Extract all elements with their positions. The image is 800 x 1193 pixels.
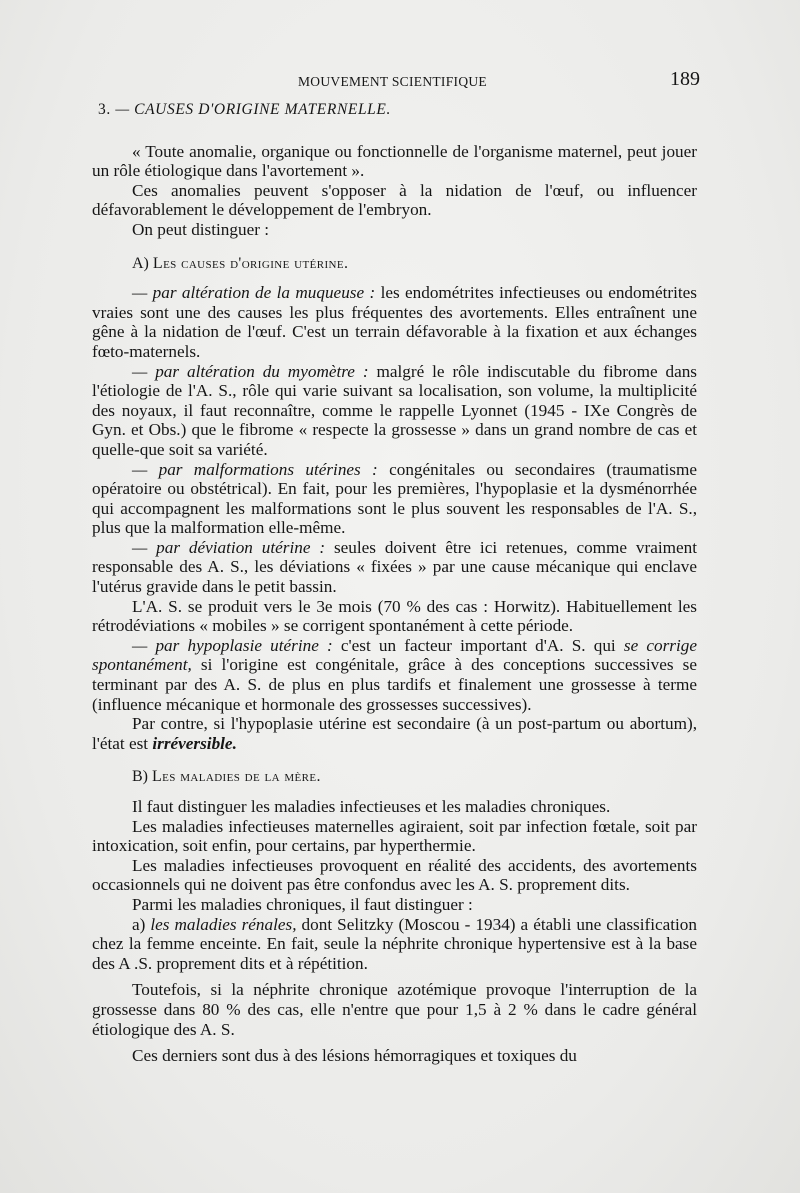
paragraph-myometre bbox=[92, 362, 697, 460]
page-header bbox=[0, 66, 800, 92]
italic-irreversible: irréversible. bbox=[152, 733, 237, 753]
lead-hypoplasie: — par hypoplasie utérine : bbox=[132, 635, 333, 655]
running-head: MOUVEMENT SCIENTIFIQUE bbox=[298, 74, 487, 89]
paragraph-b5: Toutefois, si la néphrite chronique azotémique provoque l'interruption de la grossesse dans 80 % des cas, elle n'entre que pour 1,5 à 2 % dans le cadre général étiologique des A. S. bbox=[92, 980, 697, 1039]
text-malformations: congénitales ou secondaires (traumatisme opératoire ou obstétrical). En fait, pour les premières, l'hypoplasie et la dysménorrhée qui accompagnent les malformations sont le plus souvent les responsables de l'A. S., plus que la malformation elle-même. bbox=[92, 459, 697, 538]
section-title-text: — CAUSES D'ORIGINE MATERNELLE. bbox=[115, 101, 391, 118]
intro-distinguish: On peut distinguer : bbox=[132, 219, 270, 239]
subheading-a bbox=[92, 254, 697, 274]
lead-malformations: — par malformations utérines : bbox=[132, 459, 378, 479]
paragraph-b6: Ces derniers sont dus à des lésions hémorragiques et toxiques du bbox=[132, 1046, 577, 1066]
lead-muqueuse: — par altération de la muqueuse : bbox=[132, 283, 376, 303]
subheading-b bbox=[92, 767, 697, 787]
page-number: 189 bbox=[670, 68, 700, 90]
paragraph-b1: Il faut distinguer les maladies infectieuses et les maladies chroniques. bbox=[132, 797, 611, 816]
lead-myometre: — par altération du myomètre : bbox=[132, 361, 369, 381]
intro-quote: « Toute anomalie, organique ou fonctionnelle de l'organisme maternel, peut jouer un rôle étiologique dans l'avortement ». bbox=[92, 141, 697, 181]
text-muqueuse: les endométrites infectieuses ou endométrites vraies sont une des causes les plus fréquentes des avortements. Elles entraînent une gêne à la nidation de l'œuf. C'est un terrain défavorable à la fixation et aux échanges fœto-maternels. bbox=[92, 283, 697, 361]
paragraph-renales bbox=[92, 915, 697, 974]
paragraph-b2: Les maladies infectieuses maternelles agiraient, soit par infection fœtale, soit par intoxication, soit enfin, pour certains, par hyperthermie. bbox=[92, 816, 697, 856]
paragraph-as-mois: L'A. S. se produit vers le 3e mois (70 % des cas : Horwitz). Habituellement les rétrodéviations « mobiles » se corrigent spontanément à cette période. bbox=[92, 596, 697, 636]
prefix-renales: a) bbox=[132, 914, 151, 934]
text-hypoplasie-1: c'est un facteur important d'A. S. qui bbox=[332, 635, 624, 655]
paragraph-b4: Parmi les maladies chroniques, il faut distinguer : bbox=[132, 894, 473, 914]
lead-deviation: — par déviation utérine : bbox=[132, 537, 326, 557]
paragraph-b3: Les maladies infectieuses provoquent en réalité des accidents, des avortements occasionnels qui ne doivent pas être confondus avec les A. S. proprement dits. bbox=[92, 855, 697, 895]
section-number: 3. bbox=[98, 101, 111, 118]
italic-corrige: se corrige spontanément, bbox=[92, 635, 697, 675]
lead-renales: les maladies rénales, bbox=[150, 914, 297, 934]
paragraph-deviation bbox=[92, 538, 697, 597]
intro-paragraph: Ces anomalies peuvent s'opposer à la nidation de l'œuf, ou influencer défavorablement le développement de l'embryon. bbox=[92, 180, 697, 220]
text-myometre: malgré le rôle indiscutable du fibrome dans l'étiologie de l'A. S., rôle qui varie suivant sa localisation, son volume, la multiplicité des noyaux, il faut reconnaître, comme le rappelle Lyonnet (1945 - IXe Congrès de Gyn. et Obs.) que le fibrome « respecte la grossesse » dans un grand nombre de cas et quelle-que soit sa variété. bbox=[92, 361, 697, 459]
paragraph-contre bbox=[92, 714, 697, 753]
subheading-b-title: Les maladies de la mère. bbox=[152, 768, 321, 786]
text-renales: dont Selitzky (Moscou - 1934) a établi une classification chez la femme enceinte. En fait, seule la néphrite chronique hypertensive est à la base des A .S. proprement dits et à répétition. bbox=[92, 914, 697, 973]
paragraph-muqueuse bbox=[92, 283, 697, 361]
section-title bbox=[98, 100, 697, 120]
subheading-a-title: Les causes d'origine utérine. bbox=[152, 254, 349, 272]
paragraph-malformations bbox=[92, 460, 697, 538]
text-deviation: seules doivent être ici retenues, comme vraiment responsable des A. S., les déviations « fixées » par une cause mécanique qui enclave l'utérus gravide dans le petit bassin. bbox=[92, 537, 698, 597]
paragraph-hypoplasie bbox=[92, 636, 697, 714]
page-body bbox=[92, 100, 697, 1066]
text-hypoplasie-2: si l'origine est congénitale, grâce à des conceptions successives se terminant par des A. S. de plus en plus tardifs et finalement une grossesse à terme (influence mécanique et hormonale des grossesses successives). bbox=[92, 655, 697, 714]
subheading-b-label: B) bbox=[132, 768, 148, 786]
text-contre: Par contre, si l'hypoplasie utérine est secondaire (à un post-partum ou abortum), l'état est bbox=[92, 714, 697, 753]
subheading-a-label: A) bbox=[132, 254, 149, 272]
